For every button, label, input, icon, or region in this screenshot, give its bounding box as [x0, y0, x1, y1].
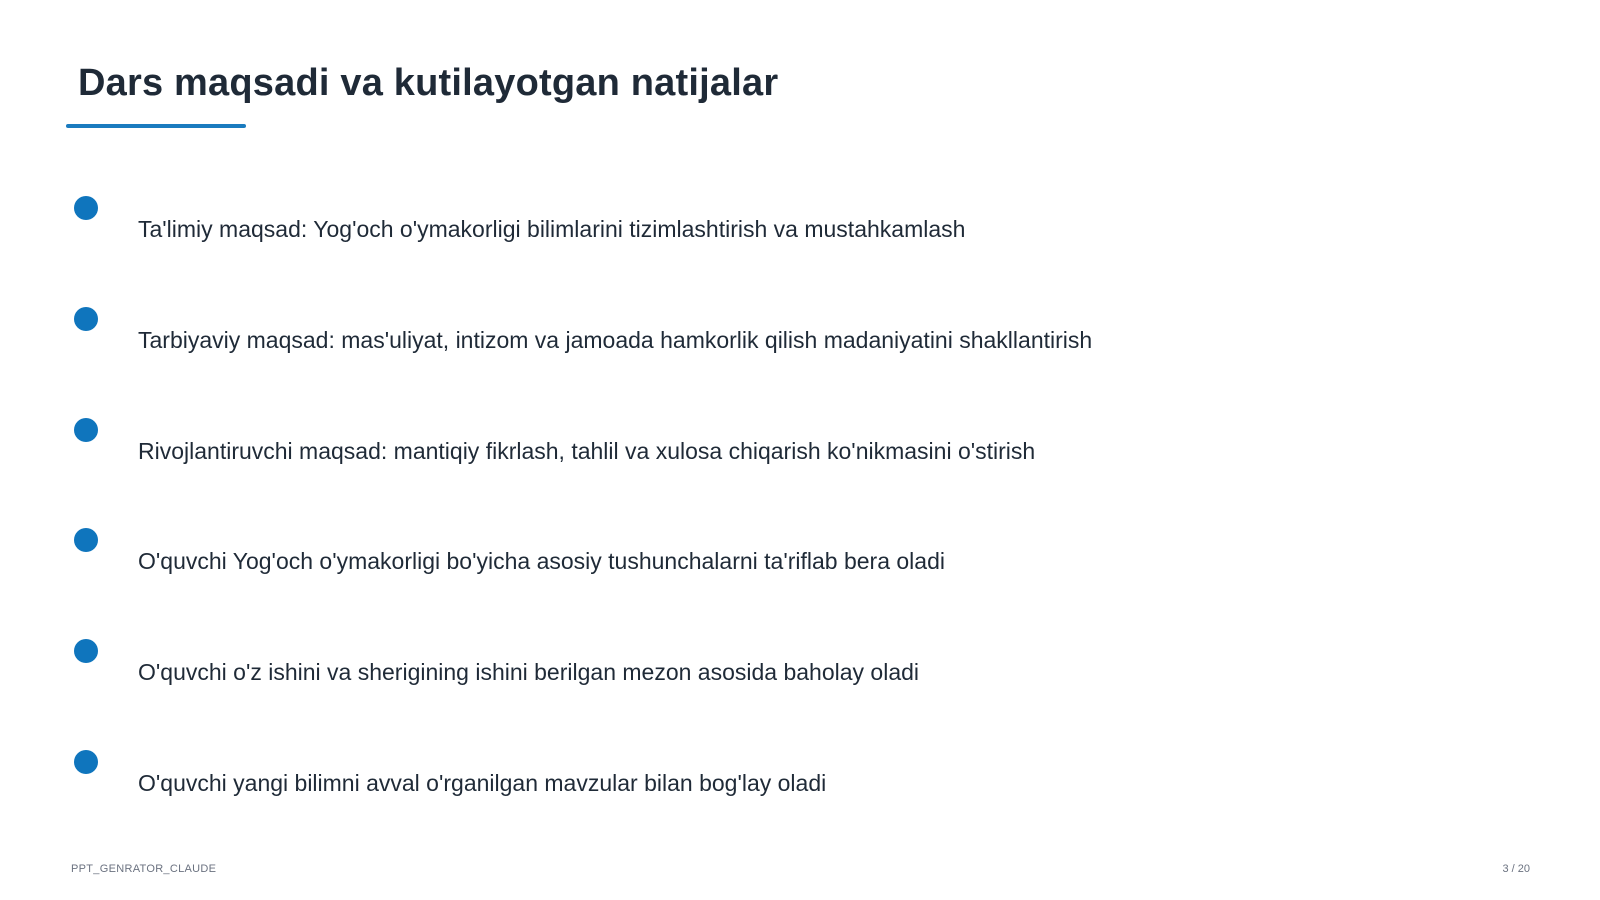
bullet-dot-icon [74, 750, 98, 774]
footer-brand: PPT_GENRATOR_CLAUDE [71, 863, 217, 875]
bullet-text: O'quvchi yangi bilimni avval o'rganilgan mavzular bilan bog'lay oladi [138, 770, 827, 796]
bullet-dot-icon [74, 307, 98, 331]
list-item [74, 418, 1474, 478]
bullet-text: O'quvchi o'z ishini va sherigining ishini berilgan mezon asosida baholay oladi [138, 659, 920, 685]
list-item [74, 307, 1474, 367]
slide-title: Dars maqsadi va kutilayotgan natijalar [78, 62, 779, 104]
bullet-text: Tarbiyaviy maqsad: mas'uliyat, intizom va jamoada hamkorlik qilish madaniyatini shakllantirish [138, 327, 1093, 353]
bullet-text: Ta'limiy maqsad: Yog'och o'ymakorligi bilimlarini tizimlashtirish va mustahkamlash [138, 216, 966, 242]
bullet-dot-icon [74, 418, 98, 442]
list-item [74, 639, 1474, 699]
bullet-text: Rivojlantiruvchi maqsad: mantiqiy fikrlash, tahlil va xulosa chiqarish ko'nikmasini o'stirish [138, 438, 1036, 464]
bullet-text: O'quvchi Yog'och o'ymakorligi bo'yicha asosiy tushunchalarni ta'riflab bera oladi [138, 548, 945, 574]
list-item [74, 750, 1474, 810]
title-underline [66, 124, 246, 128]
list-item [74, 528, 1474, 588]
list-item [74, 196, 1474, 256]
bullet-dot-icon [74, 196, 98, 220]
bullet-dot-icon [74, 639, 98, 663]
bullet-dot-icon [74, 528, 98, 552]
page-indicator: 3 / 20 [1502, 863, 1530, 875]
